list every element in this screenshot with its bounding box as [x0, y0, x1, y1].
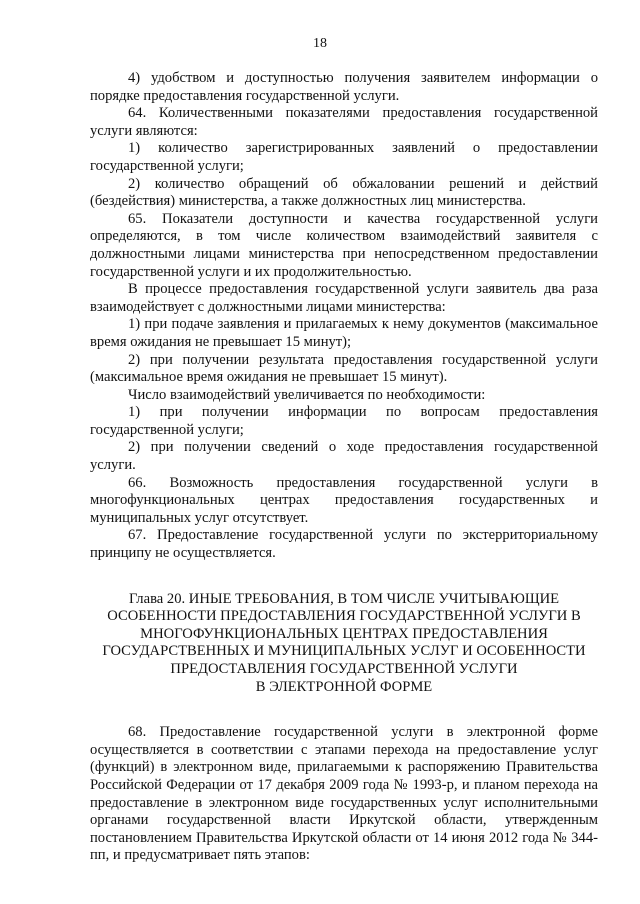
chapter-heading-line: В ЭЛЕКТРОННОЙ ФОРМЕ — [255, 678, 433, 695]
paragraph: 2) при получении сведений о ходе предоставления государственной услуги. — [90, 439, 598, 474]
paragraph: 2) при получении результата предоставления государственной услуги (максимальное время ожидания не превышает 15 минут). — [90, 351, 598, 386]
paragraph: 1) количество зарегистрированных заявлений о предоставлении государственной услуги; — [90, 140, 598, 174]
page-number: 18 — [313, 36, 327, 51]
chapter-heading-line: ОСОБЕННОСТИ ПРЕДОСТАВЛЕНИЯ ГОСУДАРСТВЕННОЙ УСЛУГИ В — [107, 608, 581, 625]
chapter-heading — [90, 591, 598, 697]
paragraph: 1) при получении информации по вопросам предоставления государственной услуги; — [90, 404, 598, 438]
paragraph: 64. Количественными показателями предоставления государственной услуги являются: — [90, 105, 598, 139]
paragraph: 65. Показатели доступности и качества государственной услуги определяются, в том числе количеством взаимодействий заявителя с должностными лицами министерства при непосредственном предоставлении государственной услуги и их продолжительностью. — [90, 210, 598, 280]
paragraph: Число взаимодействий увеличивается по необходимости: — [128, 386, 486, 403]
chapter-heading-line: Глава 20. ИНЫЕ ТРЕБОВАНИЯ, В ТОМ ЧИСЛЕ УЧИТЫВАЮЩИЕ — [128, 590, 560, 607]
chapter-heading-line: ПРЕДОСТАВЛЕНИЯ ГОСУДАРСТВЕННОЙ УСЛУГИ — [170, 661, 518, 677]
chapter-heading-line: МНОГОФУНКЦИОНАЛЬНЫХ ЦЕНТРАХ ПРЕДОСТАВЛЕНИЯ — [140, 625, 548, 642]
paragraph: 4) удобством и доступностью получения заявителем информации о порядке предоставления государственной услуги. — [90, 70, 598, 104]
chapter-heading-line: ГОСУДАРСТВЕННЫХ И МУНИЦИПАЛЬНЫХ УСЛУГ И ОСОБЕННОСТИ — [102, 643, 586, 660]
paragraph: 68. Предоставление государственной услуги в электронной форме осуществляется в соответствии с этапами перехода на предоставление услуг (функций) в электронном виде, прилагаемыми к распоряжению Правительства Российской Федерации от 17 декабря 2009 года № 1993-р, и планом перехода на предоставление в электронном виде государственных услуг исполнительными органами государственной власти Иркутской области, утвержденным постановлением Правительства Иркутской области от 14 июня 2012 года № 344-пп, и предусматривает пять этапов: — [90, 724, 598, 864]
paragraph: 1) при подаче заявления и прилагаемых к нему документов (максимальное время ожидания не превышает 15 минут); — [90, 316, 598, 350]
paragraph: 66. Возможность предоставления государственной услуги в многофункциональных центрах предоставления государственных и муниципальных услуг отсутствует. — [90, 474, 598, 526]
paragraph: 2) количество обращений об обжаловании решений и действий (бездействия) министерства, а также должностных лиц министерства. — [90, 175, 598, 210]
paragraph: В процессе предоставления государственной услуги заявитель два раза взаимодействует с должностными лицами министерства: — [90, 281, 598, 315]
document-body — [90, 70, 598, 865]
paragraph: 67. Предоставление государственной услуги по экстерриториальному принципу не осуществляется. — [90, 527, 598, 562]
